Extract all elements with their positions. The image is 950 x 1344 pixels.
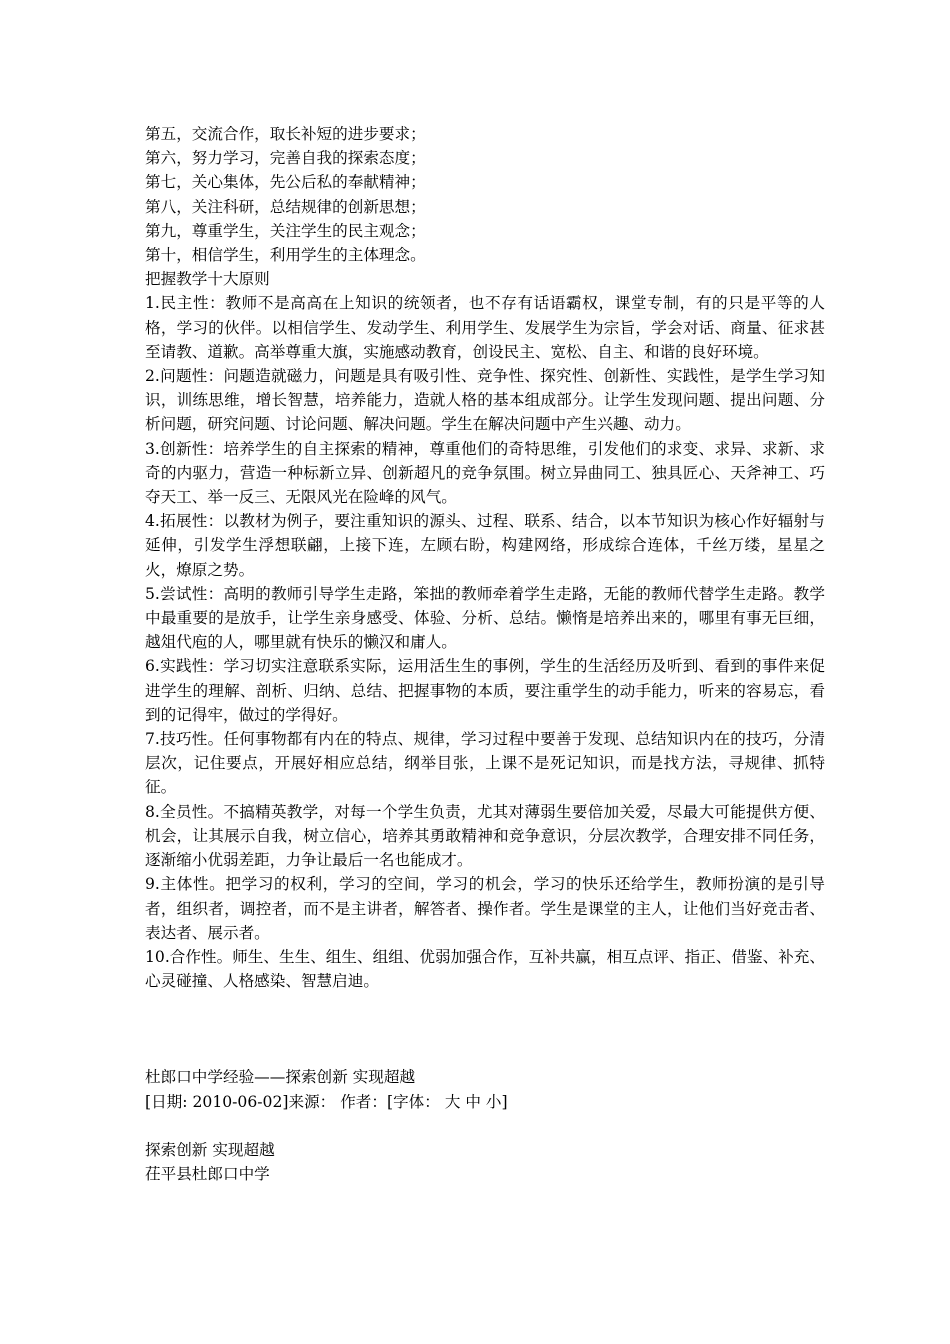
principle-5: 5.尝试性：高明的教师引导学生走路，笨拙的教师牵着学生走路，无能的教师代替学生走路。教学中最重要的是放手，让学生亲身感受、体验、分析、总结。懒惰是培养出来的，哪里有事无巨细，越俎代庖的人，哪里就有快乐的懒汉和庸人。 xyxy=(145,584,825,652)
article-title: 杜郎口中学经验——探索创新 实现超越 xyxy=(145,1068,416,1087)
intro-line-9: 第九，尊重学生，关注学生的民主观念； xyxy=(145,221,426,240)
section-heading: 把握教学十大原则 xyxy=(145,270,270,289)
principle-4: 4.拓展性：以教材为例子，要注重知识的源头、过程、联系、结合，以本节知识为核心作好辐射与延伸，引发学生浮想联翩，上接下连，左顾右盼，构建网络，形成综合连体，千丝万缕，星星之火，燎原之势。 xyxy=(145,512,825,579)
principle-3: 3.创新性：培养学生的自主探索的精神，尊重他们的奇特思维，引发他们的求变、求异、求新、求奇的内驱力，营造一种标新立异、创新超凡的竞争氛围。树立异曲同工、独具匠心、天斧神工、巧夺天工、举一反三、无限风光在险峰的风气。 xyxy=(145,439,825,507)
intro-line-8: 第八，关注科研，总结规律的创新思想； xyxy=(145,197,426,216)
principle-10: 10.合作性。师生、生生、组生、组组、优弱加强合作，互补共赢，相互点评、指正、借鉴、补充、心灵碰撞、人格感染、智慧启迪。 xyxy=(145,947,825,991)
article-school: 茌平县杜郎口中学 xyxy=(145,1164,270,1183)
principle-6: 6.实践性：学习切实注意联系实际，运用活生生的事例，学生的生活经历及听到、看到的事件来促进学生的理解、剖析、归纳、总结、把握事物的本质，要注重学生的动手能力，听来的容易忘，看到的记得牢，做过的学得好。 xyxy=(145,657,825,724)
intro-line-6: 第六，努力学习，完善自我的探索态度； xyxy=(145,149,426,168)
principle-9: 9.主体性。把学习的权利，学习的空间，学习的机会，学习的快乐还给学生，教师扮演的是引导者，组织者，调控者，而不是主讲者，解答者、操作者。学生是课堂的主人，让他们当好竞击者、表达者、展示者。 xyxy=(145,875,825,942)
spacer xyxy=(145,993,825,1065)
principle-1: 1.民主性：教师不是高高在上知识的统领者，也不存有话语霸权，课堂专制，有的只是平等的人格，学习的伙伴。以相信学生、发动学生、利用学生、发展学生为宗旨，学会对话、商量、征求甚至请教、道歉。高举尊重大旗，实施感动教育，创设民主、宽松、自主、和谐的良好环境。 xyxy=(145,294,825,361)
intro-line-10: 第十，相信学生，利用学生的主体理念。 xyxy=(145,246,426,265)
document-page xyxy=(145,122,825,1186)
intro-line-7: 第七，关心集体，先公后私的奉献精神； xyxy=(145,173,426,192)
spacer xyxy=(145,1114,825,1138)
principle-8: 8.全员性。不搞精英教学，对每一个学生负责，尤其对薄弱生要倍加关爱，尽最大可能提供方便、机会，让其展示自我，树立信心，培养其勇敢精神和竞争意识，分层次教学，合理安排不同任务，逐渐缩小优弱差距，力争让最后一名也能成才。 xyxy=(145,802,825,870)
principle-7: 7.技巧性。任何事物都有内在的特点、规律，学习过程中要善于发现、总结知识内在的技巧，分清层次，记住要点，开展好相应总结，纲举目张，上课不是死记知识，而是找方法，寻规律、抓特征。 xyxy=(145,730,825,797)
article-subtitle: 探索创新 实现超越 xyxy=(145,1140,275,1159)
intro-line-5: 第五，交流合作，取长补短的进步要求； xyxy=(145,125,426,143)
article-meta: [日期: 2010-06-02]来源： 作者：[字体： 大 中 小] xyxy=(145,1092,508,1111)
principle-2: 2.问题性：问题造就磁力，问题是具有吸引性、竞争性、探究性、创新性、实践性，是学生学习知识，训练思维，增长智慧，培养能力，造就人格的基本组成部分。让学生发现问题、提出问题、分析问题，研究问题、讨论问题、解决问题。学生在解决问题中产生兴趣、动力。 xyxy=(145,367,825,434)
